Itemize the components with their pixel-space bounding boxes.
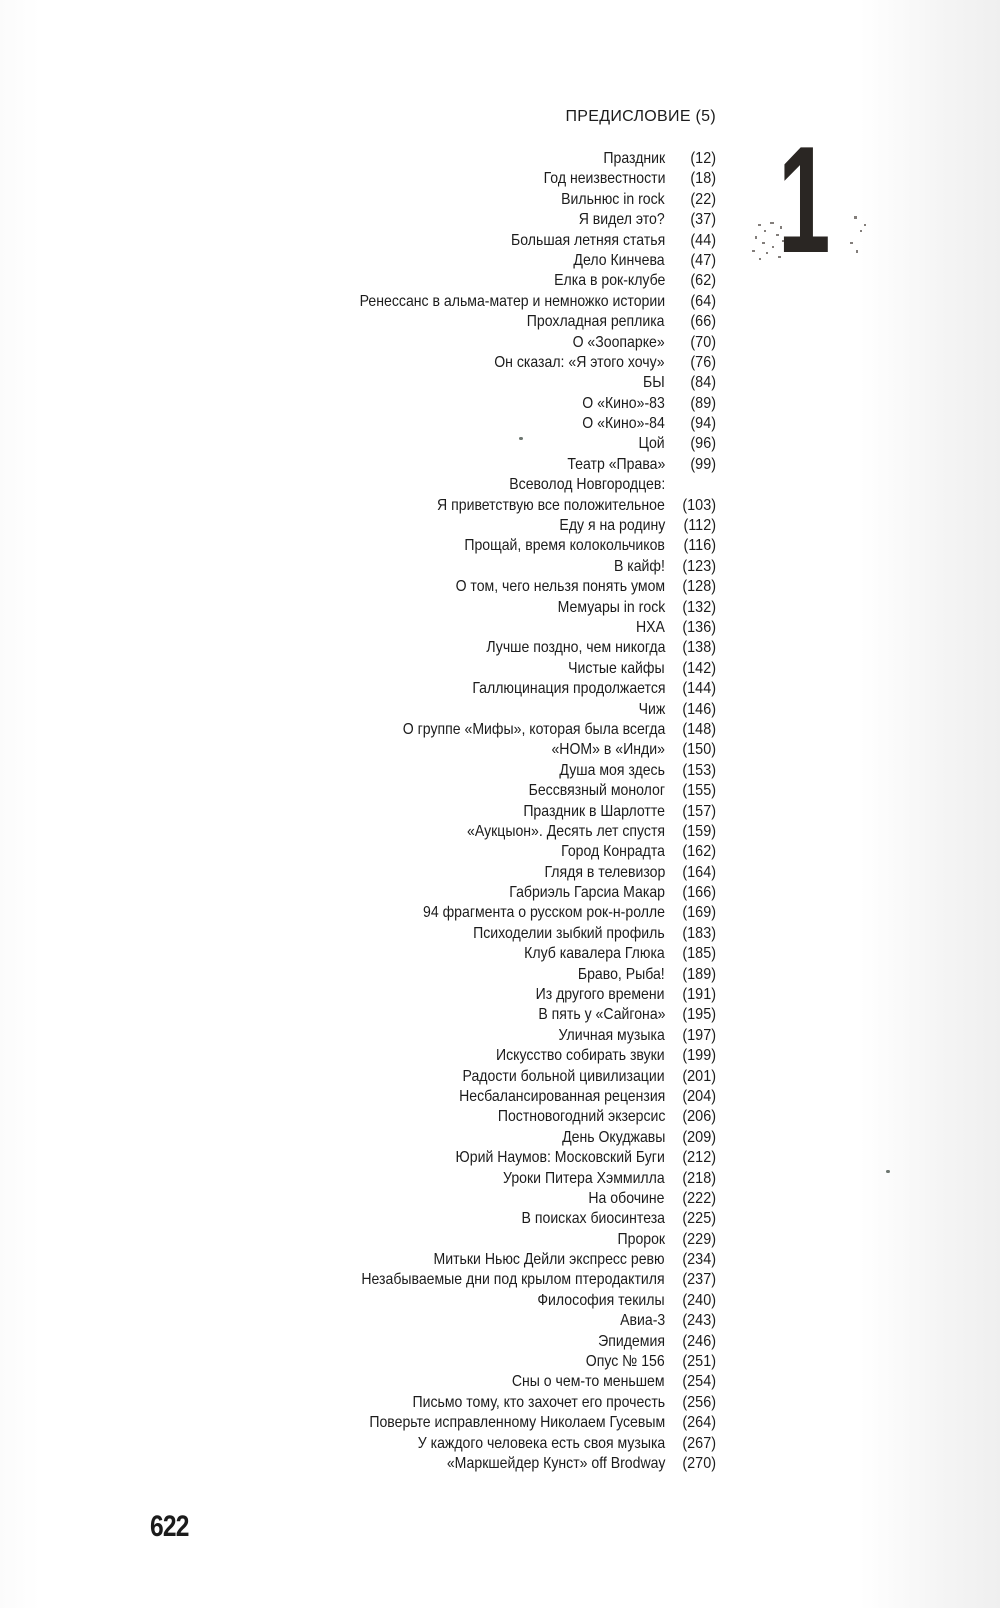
toc-entry-title: Клуб кавалера Глюка xyxy=(524,945,665,963)
toc-entry-title: Опус № 156 xyxy=(586,1353,665,1371)
toc-entry-page: (191) xyxy=(682,986,716,1004)
toc-entry-title: Поверьте исправленному Николаем Гусевым xyxy=(369,1414,665,1432)
toc-entry xyxy=(240,536,716,556)
toc-entry xyxy=(240,475,716,495)
toc-entry-page: (84) xyxy=(690,374,716,392)
toc-entry-page: (162) xyxy=(682,843,716,861)
toc-entry xyxy=(240,353,716,373)
toc-entry xyxy=(240,414,716,434)
toc-entry xyxy=(240,1230,716,1250)
toc-entry-title: Театр «Права» xyxy=(567,455,665,473)
toc-entry-page: (116) xyxy=(683,537,716,555)
toc-entry xyxy=(240,271,716,291)
toc-entry-page: (246) xyxy=(682,1332,716,1350)
toc-entry-page: (264) xyxy=(682,1414,716,1432)
toc-entry-title: Постновогодний экзерсис xyxy=(497,1108,665,1126)
toc-entry-title: Галлюцинация продолжается xyxy=(471,680,665,698)
toc-entry xyxy=(240,700,716,720)
toc-entry-page: (144) xyxy=(682,680,716,698)
toc-entry-page: (209) xyxy=(682,1128,716,1146)
preface-heading: ПРЕДИСЛОВИЕ (5) xyxy=(565,108,716,125)
toc-entry xyxy=(240,1128,716,1148)
toc-entry xyxy=(240,455,716,475)
toc-entry-page: (76) xyxy=(690,353,716,371)
toc-entry-page: (164) xyxy=(682,863,716,881)
toc-entry xyxy=(240,1169,716,1189)
toc-entry xyxy=(240,985,716,1005)
toc-entry-title: Мемуары in rock xyxy=(557,598,665,616)
toc-entry xyxy=(240,802,716,822)
toc-entry-title: Он сказал: «Я этого хочу» xyxy=(494,353,665,371)
toc-entry-title: Эпидемия xyxy=(598,1332,665,1350)
toc-entry xyxy=(240,598,716,618)
toc-entry-title: День Окуджавы xyxy=(561,1128,665,1146)
toc-entry-title: О том, чего нельзя понять умом xyxy=(455,578,665,596)
toc-entry-page: (103) xyxy=(682,496,716,514)
toc-entry xyxy=(240,333,716,353)
toc-entry-title: Пророк xyxy=(617,1230,665,1248)
toc-entry-title: Праздник xyxy=(603,150,665,167)
toc-entry-title: Психоделии зыбкий профиль xyxy=(473,924,665,942)
toc-entry-title: Сны о чем-то меньшем xyxy=(512,1373,665,1391)
toc-entry-title: О группе «Мифы», которая была всегда xyxy=(402,720,665,738)
toc-entry-title: Юрий Наумов: Московский Буги xyxy=(455,1149,665,1167)
toc-entry-title: Бессвязный монолог xyxy=(528,782,665,800)
toc-entry-page: (157) xyxy=(682,802,716,820)
toc-entry-title: На обочине xyxy=(588,1189,665,1207)
toc-entry-page: (94) xyxy=(690,415,716,433)
toc-entry-title: Из другого времени xyxy=(536,986,665,1004)
toc-entry-page: (270) xyxy=(682,1455,716,1472)
toc-entry xyxy=(240,618,716,638)
toc-entry-page: (37) xyxy=(690,211,716,229)
toc-entry xyxy=(240,1372,716,1392)
toc-entry-page: (183) xyxy=(682,924,716,942)
toc-entry xyxy=(240,516,716,536)
toc-entry-page: (138) xyxy=(682,639,716,657)
toc-entry-page: (256) xyxy=(682,1393,716,1411)
toc-entry-title: Елка в рок-клубе xyxy=(553,272,665,290)
toc-entry-title: Уличная музыка xyxy=(558,1026,665,1044)
toc-entry xyxy=(240,1250,716,1270)
toc-entry-page: (199) xyxy=(682,1047,716,1065)
toc-entry xyxy=(240,210,716,230)
page-number: 622 xyxy=(150,1510,189,1543)
toc-entry-page: (44) xyxy=(690,231,716,249)
toc-entry-page: (204) xyxy=(682,1087,716,1105)
toc-entry-page: (132) xyxy=(682,598,716,616)
toc-entry-page: (251) xyxy=(682,1353,716,1371)
toc-entry xyxy=(240,1352,716,1372)
toc-entry xyxy=(240,965,716,985)
toc-entry-title: Искусство собирать звуки xyxy=(496,1047,665,1065)
toc-entry-title: О «Кино»-83 xyxy=(582,394,665,412)
toc-entry xyxy=(240,1005,716,1025)
toc-entry-page: (148) xyxy=(682,720,716,738)
toc-entry-title: Габриэль Гарсиа Макар xyxy=(509,884,665,902)
toc-entry-title: «Аукцыон». Десять лет спустя xyxy=(466,822,665,840)
toc-entry xyxy=(240,842,716,862)
toc-entry-title: БЫ xyxy=(643,374,665,392)
toc-entry-page: (99) xyxy=(690,455,716,473)
toc-entry-title: Ренессанс в альма-матер и немножко истории xyxy=(359,292,665,310)
toc-entry-page: (62) xyxy=(690,272,716,290)
toc-entry xyxy=(240,1046,716,1066)
toc-entry-title: О «Кино»-84 xyxy=(582,415,665,433)
toc-entry-page: (12) xyxy=(690,150,716,167)
toc-entry-title: Глядя в телевизор xyxy=(544,863,665,881)
toc-entry-page: (225) xyxy=(682,1210,716,1228)
toc-entry-title: Всеволод Новгородцев: xyxy=(509,476,665,494)
toc-entry-page: (267) xyxy=(682,1434,716,1452)
toc-entry xyxy=(240,1332,716,1352)
toc-entry-page: (189) xyxy=(682,965,716,983)
toc-entry-title: Душа моя здесь xyxy=(559,761,665,779)
toc-entry xyxy=(240,1067,716,1087)
toc-entry-title: Еду я на родину xyxy=(559,517,665,535)
toc-entry-title: Философия текилы xyxy=(537,1291,665,1309)
toc-entry xyxy=(240,1148,716,1168)
toc-entry-page: (254) xyxy=(682,1373,716,1391)
toc-entry-title: Незабываемые дни под крылом птеродактиля xyxy=(361,1271,665,1289)
toc-entry-page: (89) xyxy=(690,394,716,412)
toc-entry-page: (142) xyxy=(682,659,716,677)
toc-entry xyxy=(240,1270,716,1290)
toc-entry xyxy=(240,1413,716,1433)
toc-entry-title: Год неизвестности xyxy=(543,170,665,188)
toc-entry-title: Письмо тому, кто захочет его прочесть xyxy=(412,1393,665,1411)
toc-entry-page: (229) xyxy=(682,1230,716,1248)
toc-entry-title: У каждого человека есть своя музыка xyxy=(417,1434,665,1452)
toc-entry-title: «НОМ» в «Инди» xyxy=(551,741,665,759)
toc-entry xyxy=(240,1454,716,1474)
toc-entry xyxy=(240,822,716,842)
toc-entry-title: Несбалансированная рецензия xyxy=(458,1087,665,1105)
toc-entry xyxy=(240,659,716,679)
toc-entry-page: (66) xyxy=(690,313,716,331)
toc-entry-title: Чистые кайфы xyxy=(568,659,665,677)
toc-entry-page: (22) xyxy=(690,190,716,208)
toc-entry-title: Чиж xyxy=(638,700,665,718)
toc-entry-title: Я приветствую все положительное xyxy=(437,496,665,514)
chapter-number: 1 xyxy=(778,115,831,285)
toc-entry-page: (70) xyxy=(690,333,716,351)
toc-entry-title: В кайф! xyxy=(614,557,665,575)
toc-entry xyxy=(240,496,716,516)
toc-entry xyxy=(240,149,716,169)
toc-entry-page: (206) xyxy=(682,1108,716,1126)
toc-entry-page: (237) xyxy=(682,1271,716,1289)
toc-entry xyxy=(240,924,716,944)
toc-entry xyxy=(240,679,716,699)
toc-entry-page: (212) xyxy=(682,1149,716,1167)
toc-entry-page: (218) xyxy=(682,1169,716,1187)
toc-entry xyxy=(240,169,716,189)
print-speck xyxy=(519,437,523,440)
toc-entry xyxy=(240,761,716,781)
toc-entry-title: Радости больной цивилизации xyxy=(462,1067,665,1085)
toc-entry xyxy=(240,1434,716,1454)
toc-entry-page: (146) xyxy=(682,700,716,718)
toc-entry-page: (197) xyxy=(682,1026,716,1044)
toc-entry xyxy=(240,1189,716,1209)
toc-entry-page: (159) xyxy=(682,822,716,840)
toc-entry-page: (222) xyxy=(682,1189,716,1207)
toc-entry-title: Лучше поздно, чем никогда xyxy=(486,639,665,657)
toc-entry-page: (153) xyxy=(682,761,716,779)
toc-entry-page: (166) xyxy=(682,884,716,902)
toc-entry xyxy=(240,781,716,801)
toc-entry xyxy=(240,373,716,393)
toc-entry xyxy=(240,1291,716,1311)
toc-entry xyxy=(240,638,716,658)
toc-entry-page: (234) xyxy=(682,1251,716,1269)
toc-entry-page: (243) xyxy=(682,1312,716,1330)
toc-entry-page: (18) xyxy=(690,170,716,188)
toc-entry-title: Город Конрадта xyxy=(561,843,665,861)
toc-entry-page: (64) xyxy=(690,292,716,310)
toc-entry-title: НХА xyxy=(636,618,665,636)
toc-entry-page: (240) xyxy=(682,1291,716,1309)
toc-entry xyxy=(240,1393,716,1413)
toc-entry xyxy=(240,190,716,210)
toc-entry-title: В поисках биосинтеза xyxy=(521,1210,665,1228)
toc-entry-title: О «Зоопарке» xyxy=(572,333,665,351)
toc-entry xyxy=(240,251,716,271)
toc-entry xyxy=(240,434,716,454)
toc-entry xyxy=(240,557,716,577)
toc-entry xyxy=(240,903,716,923)
toc-entry-page: (201) xyxy=(682,1067,716,1085)
toc-entry xyxy=(240,720,716,740)
toc-entry xyxy=(240,883,716,903)
toc-entry-title: Прощай, время колокольчиков xyxy=(464,537,665,555)
toc-entry xyxy=(240,944,716,964)
toc-entry-page: (96) xyxy=(690,435,716,453)
toc-entry-page: (112) xyxy=(683,517,716,535)
toc-entry-title: Митьки Ньюс Дейли экспресс ревю xyxy=(433,1251,665,1269)
toc-entry xyxy=(240,312,716,332)
table-of-contents xyxy=(240,149,716,1474)
toc-entry xyxy=(240,292,716,312)
toc-entry-title: Уроки Питера Хэммилла xyxy=(503,1169,665,1187)
chapter-marker xyxy=(752,115,872,285)
toc-entry xyxy=(240,231,716,251)
toc-entry-page: (128) xyxy=(682,578,716,596)
toc-entry-title: 94 фрагмента о русском рок-н-ролле xyxy=(423,904,665,922)
toc-entry xyxy=(240,740,716,760)
toc-entry xyxy=(240,1087,716,1107)
toc-entry-title: В пять у «Сайгона» xyxy=(537,1006,665,1024)
toc-entry-page: (169) xyxy=(682,904,716,922)
toc-entry xyxy=(240,1107,716,1127)
toc-entry-page: (155) xyxy=(682,782,716,800)
toc-entry-title: Цой xyxy=(638,435,665,453)
toc-entry-page: (136) xyxy=(682,618,716,636)
print-speck xyxy=(886,1170,890,1173)
toc-entry-title: Браво, Рыба! xyxy=(578,965,665,983)
toc-entry-title: Большая летняя статья xyxy=(510,231,665,249)
toc-entry-page: (123) xyxy=(682,557,716,575)
toc-entry xyxy=(240,1209,716,1229)
toc-entry xyxy=(240,1026,716,1046)
toc-entry-page: (47) xyxy=(690,251,716,269)
toc-entry xyxy=(240,394,716,414)
toc-entry-page: (150) xyxy=(682,741,716,759)
toc-entry-title: Прохладная реплика xyxy=(527,313,665,331)
toc-entry xyxy=(240,863,716,883)
toc-entry xyxy=(240,1311,716,1331)
toc-entry xyxy=(240,577,716,597)
toc-entry-title: Я видел это? xyxy=(579,211,665,229)
toc-entry-title: Дело Кинчева xyxy=(573,251,665,269)
toc-entry-title: «Маркшейдер Кунст» off Brodway xyxy=(446,1455,665,1472)
toc-entry-title: Вильнюс in rock xyxy=(561,190,665,208)
toc-entry-page: (195) xyxy=(682,1006,716,1024)
toc-entry-title: Авиа-3 xyxy=(619,1312,665,1330)
toc-entry-title: Праздник в Шарлотте xyxy=(523,802,665,820)
toc-entry-page: (185) xyxy=(682,945,716,963)
